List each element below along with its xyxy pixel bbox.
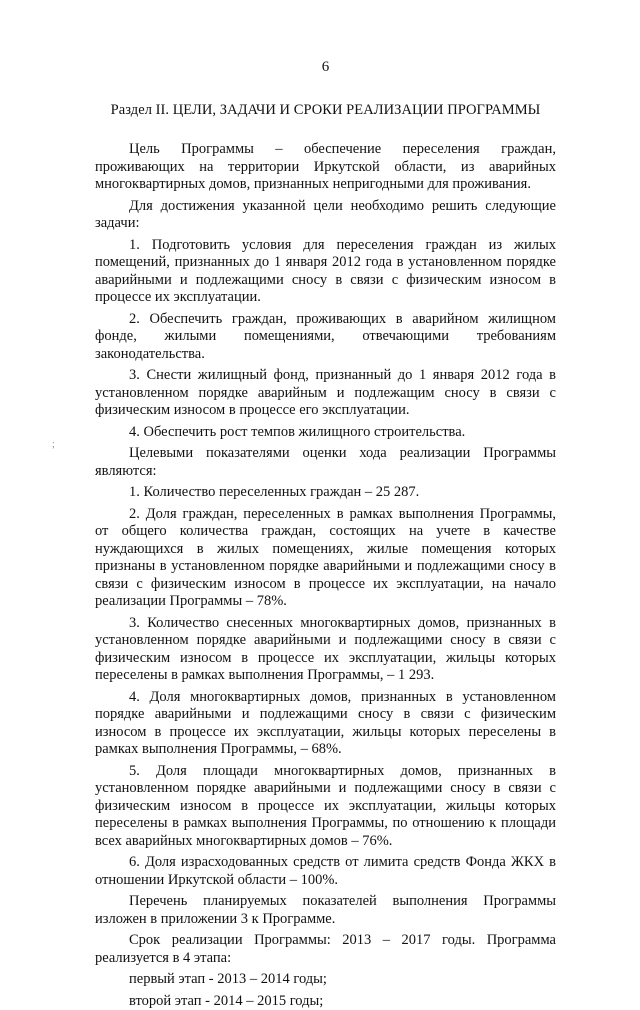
paragraph-indicators-intro: Целевыми показателями оценки хода реализации Программы являются: [95,445,556,480]
paragraph-indicator-4: 4. Доля многоквартирных домов, признанных в установленном порядке аварийными и подлежащими сносу в связи с физическим износом в процессе их эксплуатации, жильцы которых переселены в рамках выполнения Программы, – 68%. [95,689,556,759]
paragraph-indicator-1: 1. Количество переселенных граждан – 25 287. [95,484,556,502]
page-number: 6 [95,59,556,77]
paragraph-goal: Цель Программы – обеспечение переселения граждан, проживающих на территории Иркутской области, из аварийных многоквартирных домов, признанных непригодными для проживания. [95,141,556,194]
paragraph-appendix-ref: Перечень планируемых показателей выполнения Программы изложен в приложении 3 к Программе. [95,893,556,928]
stage-1: первый этап - 2013 – 2014 годы; [95,971,556,989]
paragraph-indicator-2: 2. Доля граждан, переселенных в рамках выполнения Программы, от общего количества граждан, состоящих на учете в качестве нуждающихся в жилых помещениях, жилые помещения которых признаны в установленном порядке аварийными и подлежащими сносу в связи с физическим износом в процессе их эксплуатации, на начало реализации Программы – 78%. [95,506,556,611]
paragraph-task-2: 2. Обеспечить граждан, проживающих в аварийном жилищном фонде, жилыми помещениями, отвечающими требованиям законодательства. [95,311,556,364]
paragraph-task-4: 4. Обеспечить рост темпов жилищного строительства. [95,424,556,442]
paragraph-indicator-3: 3. Количество снесенных многоквартирных домов, признанных в установленном порядке аварийными и подлежащими сносу в связи с физическим износом в процессе их эксплуатации, жильцы которых переселены в рамках выполнения Программы, – 1 293. [95,615,556,685]
section-title: Раздел II. ЦЕЛИ, ЗАДАЧИ И СРОКИ РЕАЛИЗАЦИИ ПРОГРАММЫ [95,102,556,120]
paragraph-task-1: 1. Подготовить условия для переселения граждан из жилых помещений, признанных до 1 января 2012 года в установленном порядке аварийными и подлежащими сносу в связи с физическим износом в процессе их эксплуатации. [95,237,556,307]
paragraph-task-3: 3. Снести жилищный фонд, признанный до 1 января 2012 года в установленном порядке аварийным и подлежащим сносу в связи с физическим износом в процессе его эксплуатации. [95,367,556,420]
stage-2: второй этап - 2014 – 2015 годы; [95,993,556,1010]
margin-mark: ; [52,440,55,450]
paragraph-tasks-intro: Для достижения указанной цели необходимо решить следующие задачи: [95,198,556,233]
paragraph-indicator-5: 5. Доля площади многоквартирных домов, признанных в установленном порядке аварийными и подлежащими сносу в связи с физическим износом в процессе их эксплуатации, жильцы которых переселены в рамках выполнения Программы, по отношению к площади всех аварийных многоквартирных домов – 76%. [95,763,556,851]
paragraph-term: Срок реализации Программы: 2013 – 2017 годы. Программа реализуется в 4 этапа: [95,932,556,967]
paragraph-indicator-6: 6. Доля израсходованных средств от лимита средств Фонда ЖКХ в отношении Иркутской области – 100%. [95,854,556,889]
